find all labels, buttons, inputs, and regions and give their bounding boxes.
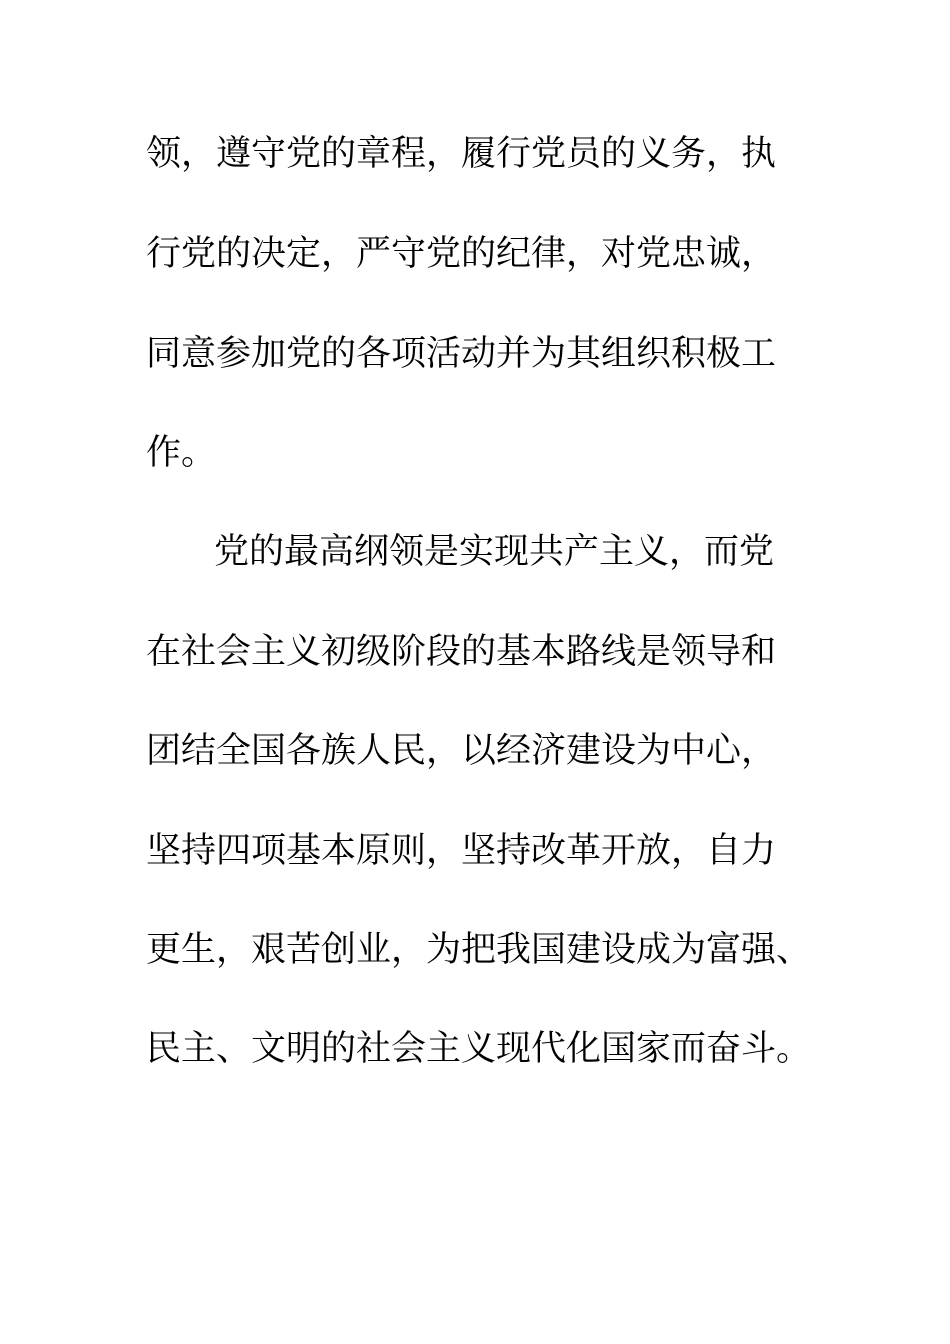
text-line: 更生，艰苦创业，为把我国建设成为富强、 <box>146 930 812 970</box>
text-line: 行党的决定，严守党的纪律，对党忠诚， <box>146 234 777 274</box>
text-line: 在社会主义初级阶段的基本路线是领导和 <box>146 632 777 672</box>
paragraph-first-line: 党的最高纲领是实现共产主义，而党 <box>214 532 775 572</box>
text-line: 民主、文明的社会主义现代化国家而奋斗。 <box>146 1029 812 1069</box>
text-line: 坚持四项基本原则，坚持改革开放，自力 <box>146 831 777 871</box>
text-line: 同意参加党的各项活动并为其组织积极工 <box>146 334 777 374</box>
text-line: 作。 <box>146 433 217 473</box>
text-line: 领，遵守党的章程，履行党员的义务，执 <box>146 134 777 174</box>
text-line: 团结全国各族人民，以经济建设为中心， <box>146 731 777 771</box>
